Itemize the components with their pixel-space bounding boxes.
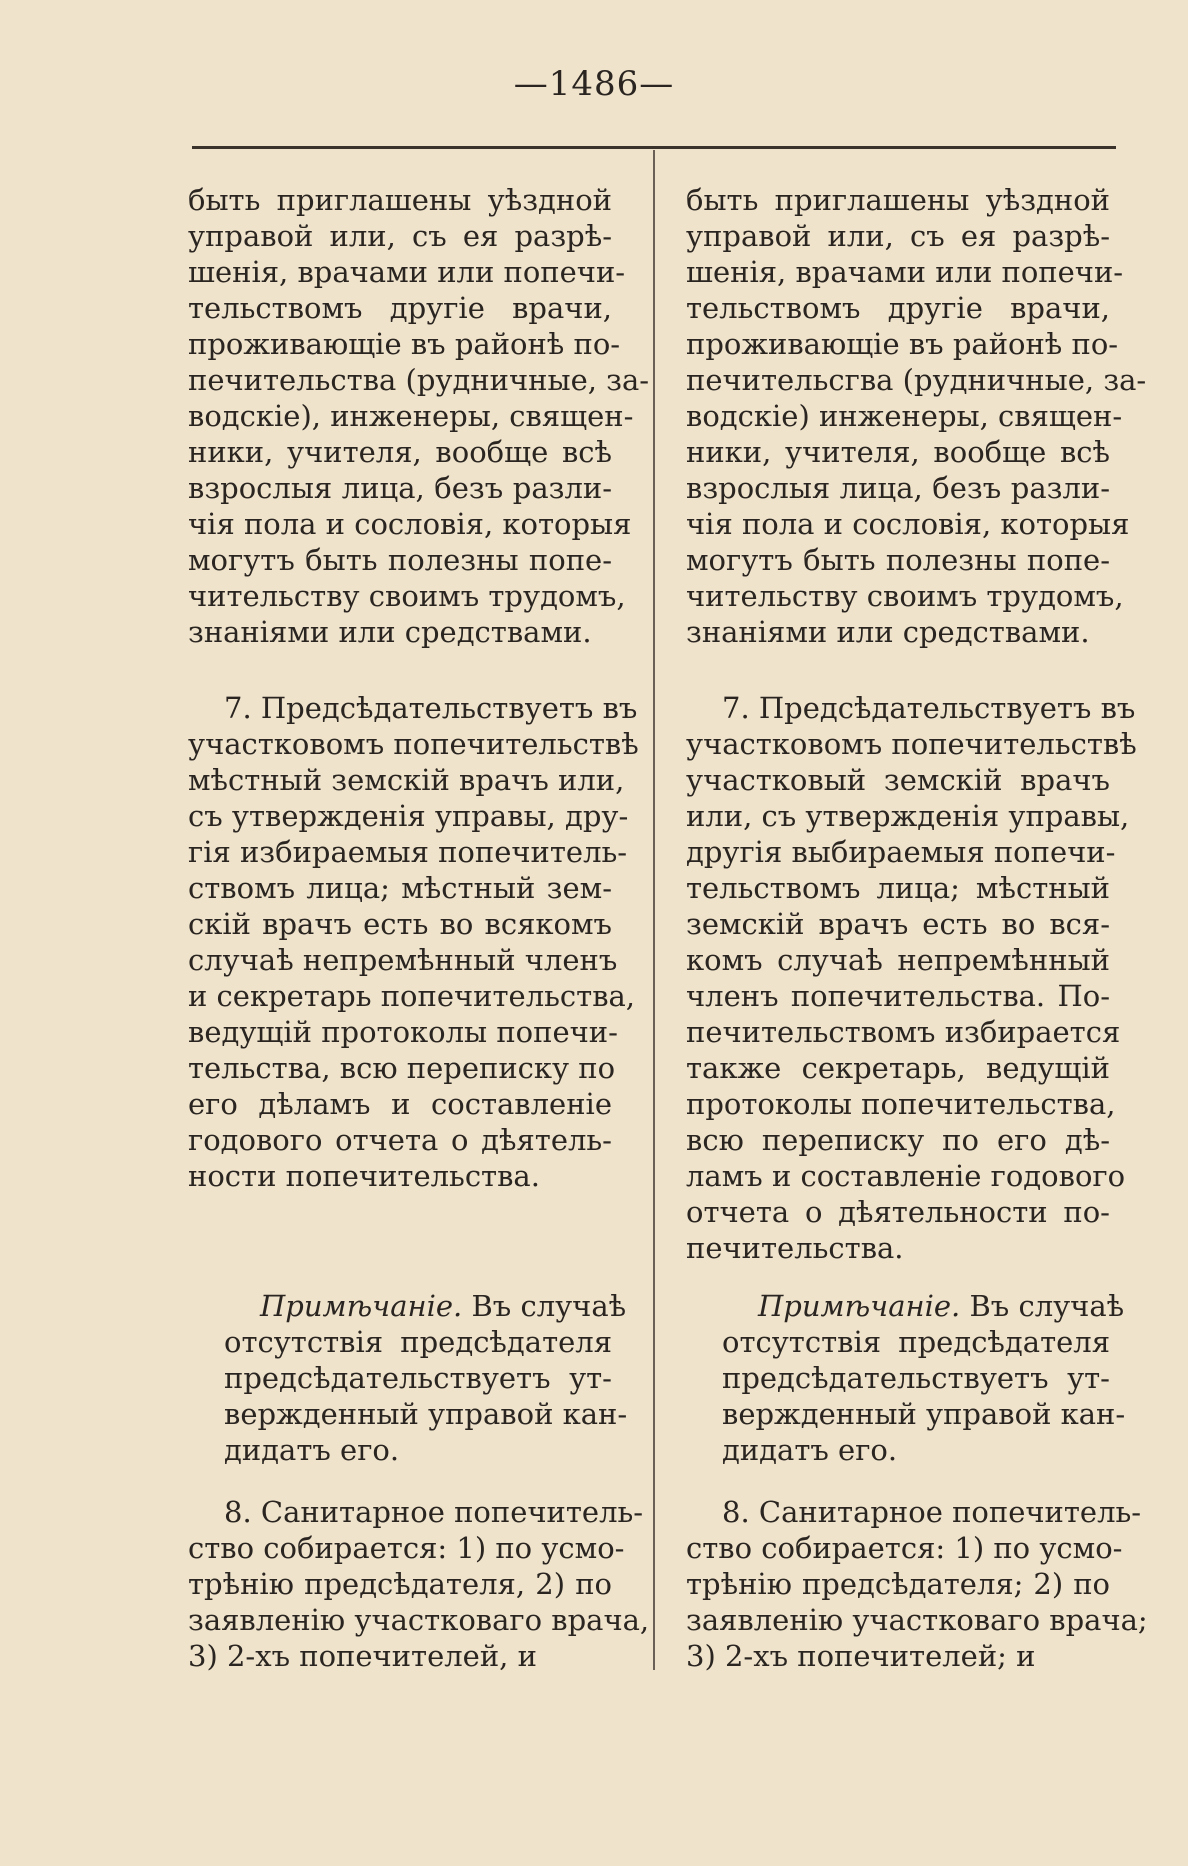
text-line: его дѣламъ и составленіе — [188, 1087, 612, 1121]
text-line: управой или, съ ея разрѣ- — [188, 219, 612, 253]
column-divider — [653, 150, 655, 1670]
text-line: тельствомъ другіе врачи, — [686, 291, 1110, 325]
text-line: трѣнію предсѣдателя, 2) по — [188, 1567, 612, 1601]
text-line: вержденный управой кан- — [722, 1397, 1126, 1431]
text-line: знаніями или средствами. — [686, 615, 1090, 649]
left-paragraph-6 — [188, 182, 650, 650]
text-line: 8. Санитарное попечитель- — [224, 1495, 644, 1529]
text-line: дидатъ его. — [224, 1433, 400, 1467]
text-line: быть приглашены уѣздной — [686, 183, 1110, 217]
text-line: предсѣдательствуетъ ут- — [722, 1361, 1110, 1395]
text-line: или, съ утвержденія управы, — [686, 799, 1130, 833]
text-line: 7. Предсѣдательствуетъ въ — [722, 691, 1136, 725]
text-line: заявленію участковаго врача; — [686, 1603, 1148, 1637]
text-line: водскіе), инженеры, священ- — [188, 399, 634, 433]
text-line: взрослыя лица, безъ разли- — [686, 471, 1110, 505]
text-line: всю переписку по его дѣ- — [686, 1123, 1110, 1157]
text-line: ство собирается: 1) по усмо- — [686, 1531, 1123, 1565]
text-line: отсутствія предсѣдателя — [722, 1325, 1110, 1359]
text-line: ники, учителя, вообще всѣ — [686, 435, 1110, 469]
right-paragraph-8 — [686, 1494, 1148, 1674]
text-line: членъ попечительства. По- — [686, 979, 1110, 1013]
text-line: 7. Предсѣдательствуетъ въ — [224, 691, 638, 725]
right-paragraph-7 — [686, 690, 1137, 1266]
right-note — [686, 1288, 1126, 1468]
text-line: водскіе) инженеры, священ- — [686, 399, 1123, 433]
text-line: мѣстный земскій врачъ или, — [188, 763, 625, 797]
text-line: ствомъ лица; мѣстный зем- — [188, 871, 612, 905]
left-paragraph-8 — [188, 1494, 650, 1674]
text-line: знаніями или средствами. — [188, 615, 592, 649]
text-line: управой или, съ ея разрѣ- — [686, 219, 1110, 253]
text-line: шенія, врачами или попечи- — [686, 255, 1124, 289]
text-line: скій врачъ есть во всякомъ — [188, 907, 612, 941]
text-line: могутъ быть полезны попе- — [686, 543, 1110, 577]
text-line: вержденный управой кан- — [224, 1397, 628, 1431]
text-line: ники, учителя, вообще всѣ — [188, 435, 612, 469]
right-paragraph-6 — [686, 182, 1147, 650]
text-line: земскій врачъ есть во вся- — [686, 907, 1110, 941]
text-line: тельства, всю переписку по — [188, 1051, 616, 1085]
text-line: тельствомъ лица; мѣстный — [686, 871, 1110, 905]
text-line: участковомъ попечительствѣ — [188, 727, 639, 761]
text-line: трѣнію предсѣдателя; 2) по — [686, 1567, 1110, 1601]
text-line: Примѣчаніе. Въ случаѣ — [758, 1289, 1125, 1323]
text-line: съ утвержденія управы, дру- — [188, 799, 629, 833]
text-line: гія избираемыя попечитель- — [188, 835, 628, 869]
text-line: взрослыя лица, безъ разли- — [188, 471, 612, 505]
text-line: чія пола и сословія, которыя — [188, 507, 632, 541]
text-line: дидатъ его. — [722, 1433, 898, 1467]
text-line: 3) 2-хъ попечителей; и — [686, 1639, 1036, 1673]
text-line: также секретарь, ведущій — [686, 1051, 1110, 1085]
text-line: участковый земскій врачъ — [686, 763, 1110, 797]
text-line: ламъ и составленіе годового — [686, 1159, 1126, 1193]
text-line: заявленію участковаго врача, — [188, 1603, 650, 1637]
text-line: проживающіе въ районѣ по- — [188, 327, 621, 361]
text-line: отчета о дѣятельности по- — [686, 1195, 1110, 1229]
text-line: 3) 2-хъ попечителей, и — [188, 1639, 537, 1673]
text-line: тельствомъ другіе врачи, — [188, 291, 612, 325]
text-line: печительсгва (рудничные, за- — [686, 363, 1147, 397]
text-line: проживающіе въ районѣ по- — [686, 327, 1119, 361]
text-line: чительству своимъ трудомъ, — [188, 579, 626, 613]
text-line: и секретарь попечительства, — [188, 979, 636, 1013]
text-line: другія выбираемыя попечи- — [686, 835, 1116, 869]
text-line: протоколы попечительства, — [686, 1087, 1116, 1121]
text-line: быть приглашены уѣздной — [188, 183, 612, 217]
text-line: ности попечительства. — [188, 1159, 540, 1193]
text-line: чительству своимъ трудомъ, — [686, 579, 1124, 613]
text-line: отсутствія предсѣдателя — [224, 1325, 612, 1359]
text-line: случаѣ непремѣнный членъ — [188, 943, 618, 977]
text-line: комъ случаѣ непремѣнный — [686, 943, 1110, 977]
text-line: участковомъ попечительствѣ — [686, 727, 1137, 761]
text-line: ведущій протоколы попечи- — [188, 1015, 618, 1049]
text-line: печительства. — [686, 1231, 904, 1265]
page-number: —1486— — [513, 64, 675, 104]
text-line: печительства (рудничные, за- — [188, 363, 650, 397]
text-line: могутъ быть полезны попе- — [188, 543, 612, 577]
text-line: 8. Санитарное попечитель- — [722, 1495, 1142, 1529]
text-line: печительствомъ избирается — [686, 1015, 1121, 1049]
left-paragraph-7 — [188, 690, 639, 1194]
text-line: чія пола и сословія, которыя — [686, 507, 1130, 541]
header-rule — [192, 146, 1116, 149]
text-line: шенія, врачами или попечи- — [188, 255, 626, 289]
text-line: Примѣчаніе. Въ случаѣ — [260, 1289, 627, 1323]
left-note — [188, 1288, 628, 1468]
text-line: годового отчета о дѣятель- — [188, 1123, 612, 1157]
text-line: предсѣдательствуетъ ут- — [224, 1361, 612, 1395]
text-line: ство собирается: 1) по усмо- — [188, 1531, 625, 1565]
